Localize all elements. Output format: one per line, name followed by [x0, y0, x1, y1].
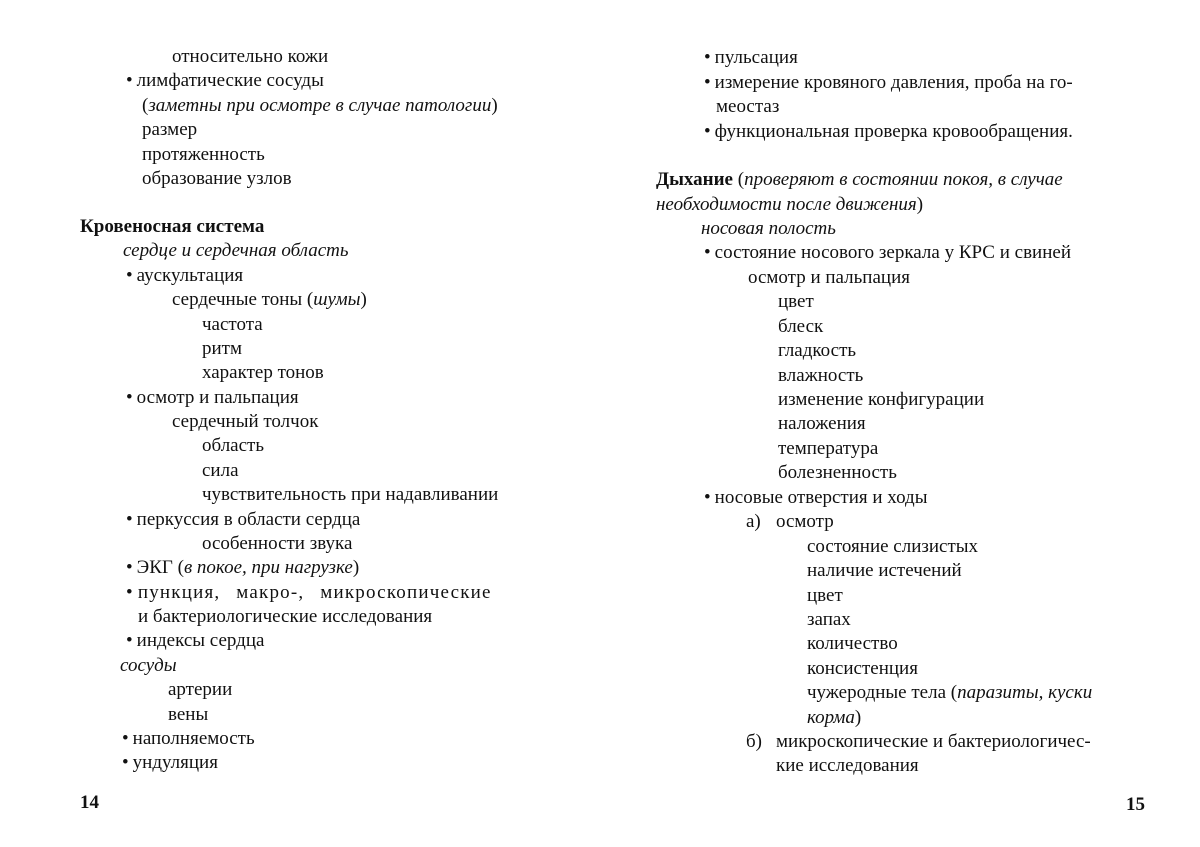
text-span: сердечные тоны ( — [172, 289, 314, 310]
italic-note: шумы — [313, 289, 361, 310]
text-line: характер тонов — [202, 362, 324, 383]
bullet-item — [126, 556, 359, 580]
text-span: ) — [854, 707, 862, 728]
text-line: образование узлов — [142, 168, 292, 189]
italic-note: корма — [807, 707, 855, 728]
text-line: функциональная проверка кровообращения. — [714, 121, 1073, 142]
text-line: осмотр и пальпация — [748, 267, 910, 288]
text-line: относительно кожи — [172, 46, 329, 67]
heading-text: Дыхание — [656, 169, 733, 190]
text-line: (заметны при осмотре в случае патологии) — [142, 95, 498, 116]
text-line: гладкость — [778, 340, 857, 361]
subsection-heading — [701, 217, 836, 241]
section-heading: Дыхание (проверяют в состоянии покоя, в случае — [656, 169, 1063, 190]
text-line — [172, 288, 367, 312]
text-line: ритм — [202, 338, 242, 359]
text-span: ) — [352, 557, 360, 578]
bullet-item — [704, 71, 1073, 95]
text-line: область — [202, 435, 265, 456]
text-line: осмотр — [776, 511, 834, 532]
bullet-item — [126, 69, 324, 93]
text-line: сердечный толчок — [172, 411, 319, 432]
text-line: вены — [168, 704, 209, 725]
text-line: запах — [807, 609, 851, 630]
text-line: протяженность — [142, 144, 265, 165]
list-label: б) — [746, 731, 762, 752]
text-line: количество — [807, 633, 898, 654]
text-line: пульсация — [714, 47, 798, 68]
subsection-heading — [123, 239, 349, 263]
text-span: чужеродные тела ( — [807, 682, 958, 703]
text-line: аускультация — [136, 265, 244, 286]
right-page — [600, 0, 1200, 847]
bullet-item — [704, 241, 1071, 265]
bullet-item — [126, 629, 264, 653]
text-line: частота — [202, 314, 263, 335]
text-line: артерии — [168, 679, 233, 700]
bullet-item — [122, 727, 255, 751]
italic-note: необходимости после движения — [656, 194, 917, 215]
text-line: болезненность — [778, 462, 897, 483]
bullet-item — [122, 751, 218, 775]
text-line: чувствительность при надавливании — [202, 484, 499, 505]
text-line: необходимости после движения) — [656, 194, 924, 215]
text-line: кие исследования — [776, 755, 919, 776]
text-line: состояние носового зеркала у КРС и свиней — [714, 242, 1071, 263]
text-line — [807, 681, 1092, 705]
text-line: наполняемость — [132, 728, 255, 749]
bullet-item — [704, 120, 1073, 144]
page-number: 14 — [80, 792, 99, 813]
text-line: консистенция — [807, 658, 918, 679]
text-line: сила — [202, 460, 239, 481]
text-line — [807, 706, 861, 730]
text-line: измерение кровяного давления, проба на го- — [714, 72, 1073, 93]
bullet-item — [126, 264, 243, 288]
text-line: состояние слизистых — [807, 536, 979, 557]
text-line: цвет — [807, 585, 843, 606]
italic-note: в покое, при нагрузке — [183, 557, 353, 578]
bullet-item — [704, 486, 927, 510]
italic-heading: носовая полость — [701, 218, 836, 239]
italic-note: паразиты, куски — [957, 682, 1093, 703]
subsection-heading — [120, 654, 177, 678]
text-line: индексы сердца — [136, 630, 265, 651]
text-line: меостаз — [716, 96, 780, 117]
text-line: пункция, макро-, микроскопические — [137, 582, 492, 603]
bullet-item — [126, 581, 492, 605]
section-heading: Кровеносная система — [80, 216, 265, 237]
text-line: носовые отверстия и ходы — [714, 487, 928, 508]
text-line: цвет — [778, 291, 814, 312]
text-line: температура — [778, 438, 879, 459]
text-line: блеск — [778, 316, 824, 337]
text-line: изменение конфигурации — [778, 389, 985, 410]
italic-note: проверяют в состоянии покоя, в случае — [744, 169, 1063, 190]
italic-heading: сосуды — [120, 655, 177, 676]
text-line: влажность — [778, 365, 864, 386]
page-number: 15 — [1126, 794, 1145, 815]
text-line: лимфатические сосуды — [136, 70, 324, 91]
italic-note: заметны при осмотре в случае патологии — [148, 95, 492, 116]
text-line: микроскопические и бактериологичес- — [776, 731, 1091, 752]
bullet-item — [704, 46, 798, 70]
text-line: наличие истечений — [807, 560, 962, 581]
text-span: ) — [360, 289, 367, 310]
text-line: перкуссия в области сердца — [136, 509, 361, 530]
text-line: особенности звука — [202, 533, 353, 554]
bullet-item — [126, 386, 299, 410]
text-line: и бактериологические исследования — [138, 606, 433, 627]
text-line: ундуляция — [132, 752, 218, 773]
text-line: наложения — [778, 413, 866, 434]
list-label: а) — [746, 511, 761, 532]
text-span: ЭКГ ( — [136, 557, 184, 578]
text-line: размер — [142, 119, 198, 140]
bullet-item — [126, 508, 360, 532]
text-line: осмотр и пальпация — [136, 387, 299, 408]
italic-heading: сердце и сердечная область — [123, 240, 349, 261]
